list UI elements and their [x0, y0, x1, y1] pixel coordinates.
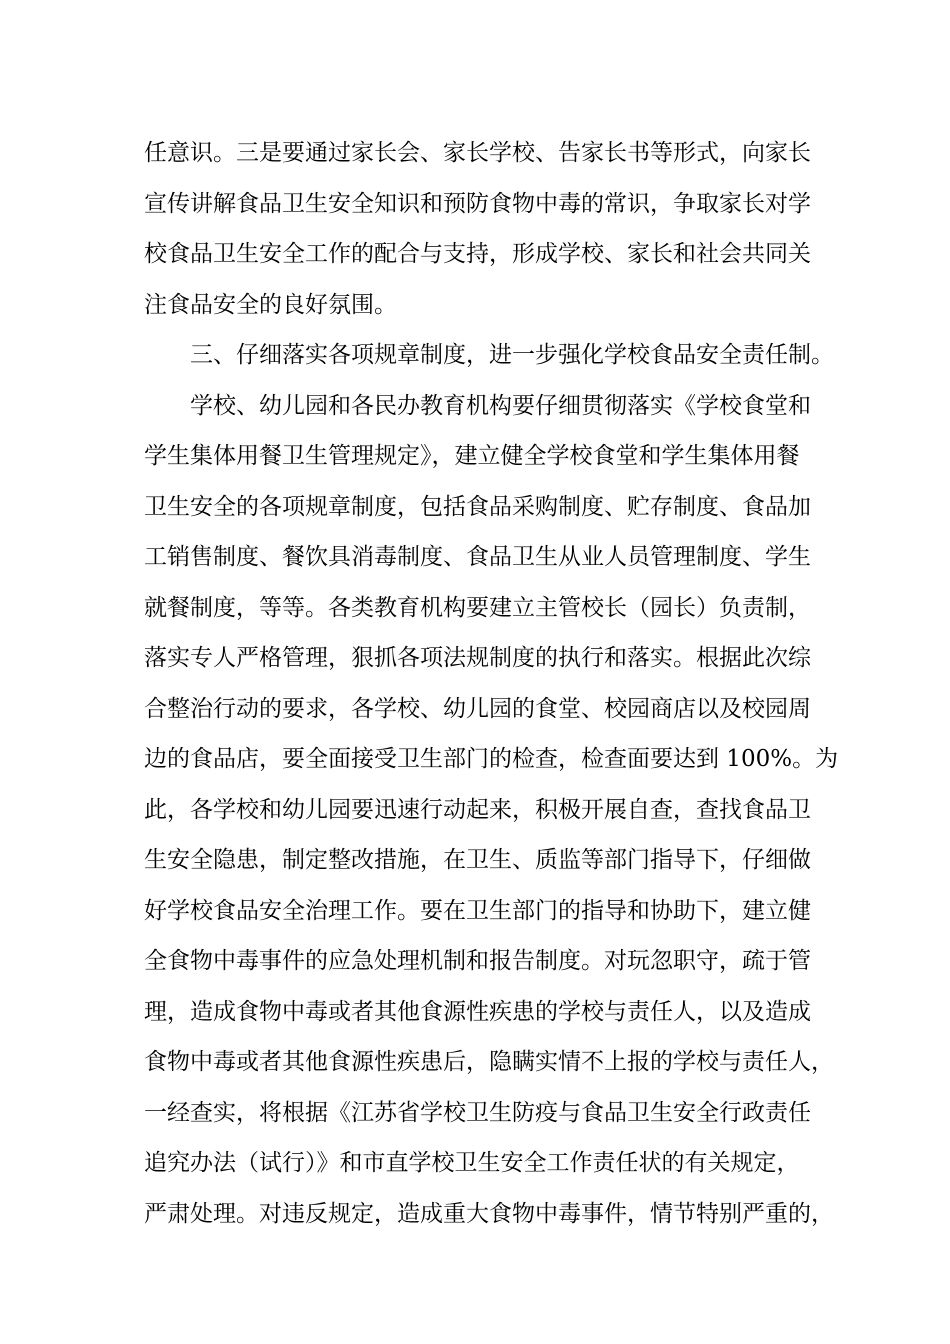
text-line: 就餐制度，等等。各类教育机构要建立主管校长（园长）负责制， [144, 594, 811, 621]
text-line: 严肃处理。对违反规定，造成重大食物中毒事件，情节特别严重的， [144, 1200, 834, 1227]
text-line: 学校、幼儿园和各民办教育机构要仔细贯彻落实《学校食堂和 [190, 392, 811, 419]
text-line: 生安全隐患，制定整改措施，在卫生、质监等部门指导下，仔细做 [144, 847, 811, 873]
text-line: 全食物中毒事件的应急处理机制和报告制度。对玩忽职守，疏于管 [144, 948, 811, 974]
text-line: 校食品卫生安全工作的配合与支持，形成学校、家长和社会共同关 [144, 241, 811, 267]
text-line: 理，造成食物中毒或者其他食源性疾患的学校与责任人，以及造成 [144, 998, 811, 1025]
text-line: 宣传讲解食品卫生安全知识和预防食物中毒的常识，争取家长对学 [144, 190, 811, 217]
text-line: 卫生安全的各项规章制度，包括食品采购制度、贮存制度、食品加 [144, 493, 811, 520]
text-line: 此，各学校和幼儿园要迅速行动起来，积极开展自查，查找食品卫 [144, 796, 811, 823]
text-line: 一经查实，将根据《江苏省学校卫生防疫与食品卫生安全行政责任 [144, 1099, 811, 1126]
text-line: 追究办法（试行）》和市直学校卫生安全工作责任状的有关规定， [144, 1150, 800, 1176]
text-line: 食物中毒或者其他食源性疾患后，隐瞒实情不上报的学校与责任人， [144, 1049, 834, 1075]
text-line: 落实专人严格管理，狠抓各项法规制度的执行和落实。根据此次综 [144, 645, 811, 671]
text-line: 合整治行动的要求，各学校、幼儿园的食堂、校园商店以及校园周 [144, 695, 811, 722]
text-line: 工销售制度、餐饮具消毒制度、食品卫生从业人员管理制度、学生 [144, 544, 811, 570]
text-line: 任意识。三是要通过家长会、家长学校、告家长书等形式，向家长 [144, 140, 811, 166]
text-line: 学生集体用餐卫生管理规定》，建立健全学校食堂和学生集体用餐 [144, 443, 800, 469]
text-line: 好学校食品安全治理工作。要在卫生部门的指导和协助下，建立健 [144, 897, 811, 924]
section-heading: 三、仔细落实各项规章制度，进一步强化学校食品安全责任制。 [190, 342, 834, 368]
text-line: 注食品安全的良好氛围。 [144, 291, 397, 318]
body-text [144, 128, 839, 1239]
text-line: 边的食品店，要全面接受卫生部门的检查，检查面要达到 100%。为 [144, 746, 839, 772]
